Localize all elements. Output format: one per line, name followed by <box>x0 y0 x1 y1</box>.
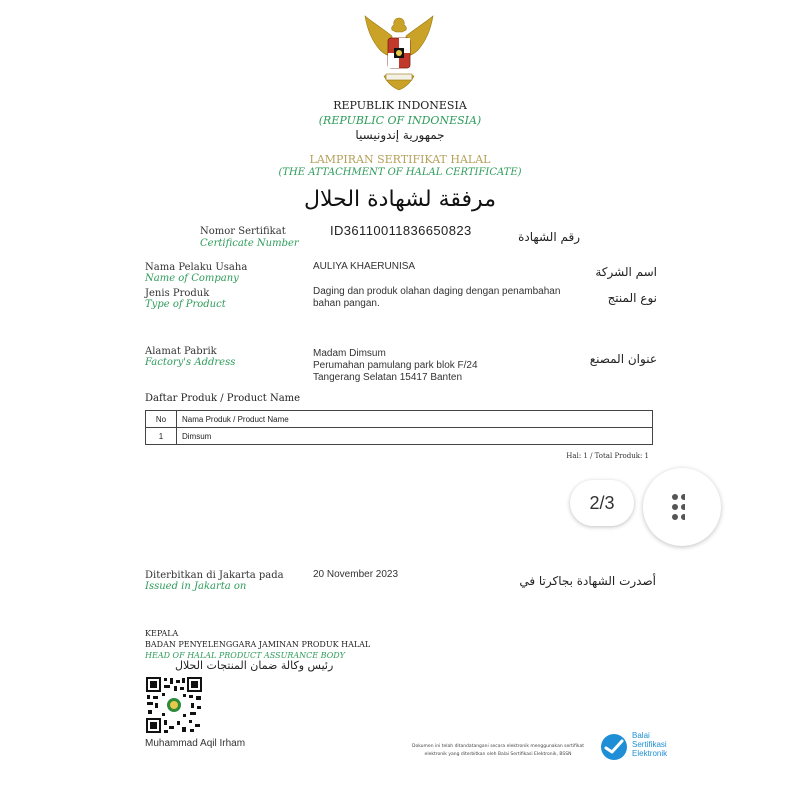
signatory-name: Muhammad Aqil Irham <box>145 738 246 749</box>
country-name: REPUBLIK INDONESIA <box>333 99 467 112</box>
factory-address-line3: Tangerang Selatan 15417 Banten <box>313 372 463 383</box>
qr-code <box>145 676 203 734</box>
product-type-label-ar: نوع المنتج <box>607 291 657 305</box>
product-row-no: 1 <box>146 428 177 445</box>
certificate-number-value: ID36110011836650823 <box>330 223 472 238</box>
certificate-number-label-ar: رقم الشهادة <box>518 230 580 244</box>
product-list-title: Daftar Produk / Product Name <box>145 393 301 404</box>
esign-note-line1: Dokumen ini telah ditandatangani secara elektronik menggunakan sertifikat <box>412 744 584 749</box>
esign-note <box>398 743 598 759</box>
company-label-en: Name of Company <box>145 273 239 284</box>
bsre-logo-icon <box>600 733 628 761</box>
issued-label-en: Issued in Jakarta on <box>145 581 247 592</box>
product-table-col-no: No <box>146 411 177 428</box>
signatory-title: KEPALA <box>145 629 179 638</box>
issued-label-ar: أصدرت الشهادة بجاكرتا في <box>519 574 656 588</box>
factory-address-label: Alamat Pabrik <box>145 346 217 357</box>
more-options-button[interactable] <box>643 468 721 546</box>
page-indicator-text: 2/3 <box>589 492 615 513</box>
product-type-label: Jenis Produk <box>145 288 210 299</box>
company-label: Nama Pelaku Usaha <box>145 262 248 273</box>
doc-title: LAMPIRAN SERTIFIKAT HALAL <box>309 153 491 166</box>
page-indicator <box>570 480 634 526</box>
dots-grid-icon <box>671 492 685 522</box>
signatory-agency-en: HEAD OF HALAL PRODUCT ASSURANCE BODY <box>145 651 345 660</box>
issued-date: 20 November 2023 <box>313 569 399 580</box>
product-type-value-line2: bahan pangan. <box>313 298 380 309</box>
company-label-ar: اسم الشركة <box>595 265 657 279</box>
product-type-label-en: Type of Product <box>145 299 226 310</box>
bsre-label-line3: Elektronik <box>632 749 668 758</box>
bsre-label-line2: Sertifikasi <box>632 740 667 749</box>
product-row-name: Dimsum <box>177 428 653 445</box>
product-table <box>145 410 653 445</box>
certificate-number-label-en: Certificate Number <box>200 238 299 249</box>
factory-address-label-en: Factory's Address <box>145 357 236 368</box>
country-name-en: (REPUBLIC OF INDONESIA) <box>318 114 482 127</box>
garuda-emblem <box>362 14 436 96</box>
factory-address-label-ar: عنوان المصنع <box>589 352 657 366</box>
issued-label: Diterbitkan di Jakarta pada <box>145 570 284 581</box>
doc-title-ar: مرفقة لشهادة الحلال <box>304 187 496 212</box>
product-type-value-line1: Daging dan produk olahan daging dengan penambahan <box>313 286 561 297</box>
product-table-header <box>146 411 653 428</box>
signatory-agency-ar: رئيس وكالة ضمان المنتجات الحلال <box>175 659 334 672</box>
company-value: AULIYA KHAERUNISA <box>313 261 416 272</box>
product-list-footer: Hal: 1 / Total Produk: 1 <box>566 452 649 460</box>
esign-note-line2: elektronik yang diterbitkan oleh Balai Sertifikasi Elektronik, BSSN <box>424 752 572 757</box>
signatory-agency: BADAN PENYELENGGARA JAMINAN PRODUK HALAL <box>145 640 371 649</box>
certificate-number-label: Nomor Sertifikat <box>200 226 286 237</box>
factory-address-line2: Perumahan pamulang park blok F/24 <box>313 360 478 371</box>
bsre-label <box>632 731 667 758</box>
table-row <box>146 428 653 445</box>
bsre-label-line1: Balai <box>632 731 650 740</box>
product-table-col-name: Nama Produk / Product Name <box>177 411 653 428</box>
doc-title-en: (THE ATTACHMENT OF HALAL CERTIFICATE) <box>278 167 522 178</box>
factory-address-line1: Madam Dimsum <box>313 348 386 359</box>
country-name-ar: جمهورية إندونيسيا <box>355 128 445 142</box>
